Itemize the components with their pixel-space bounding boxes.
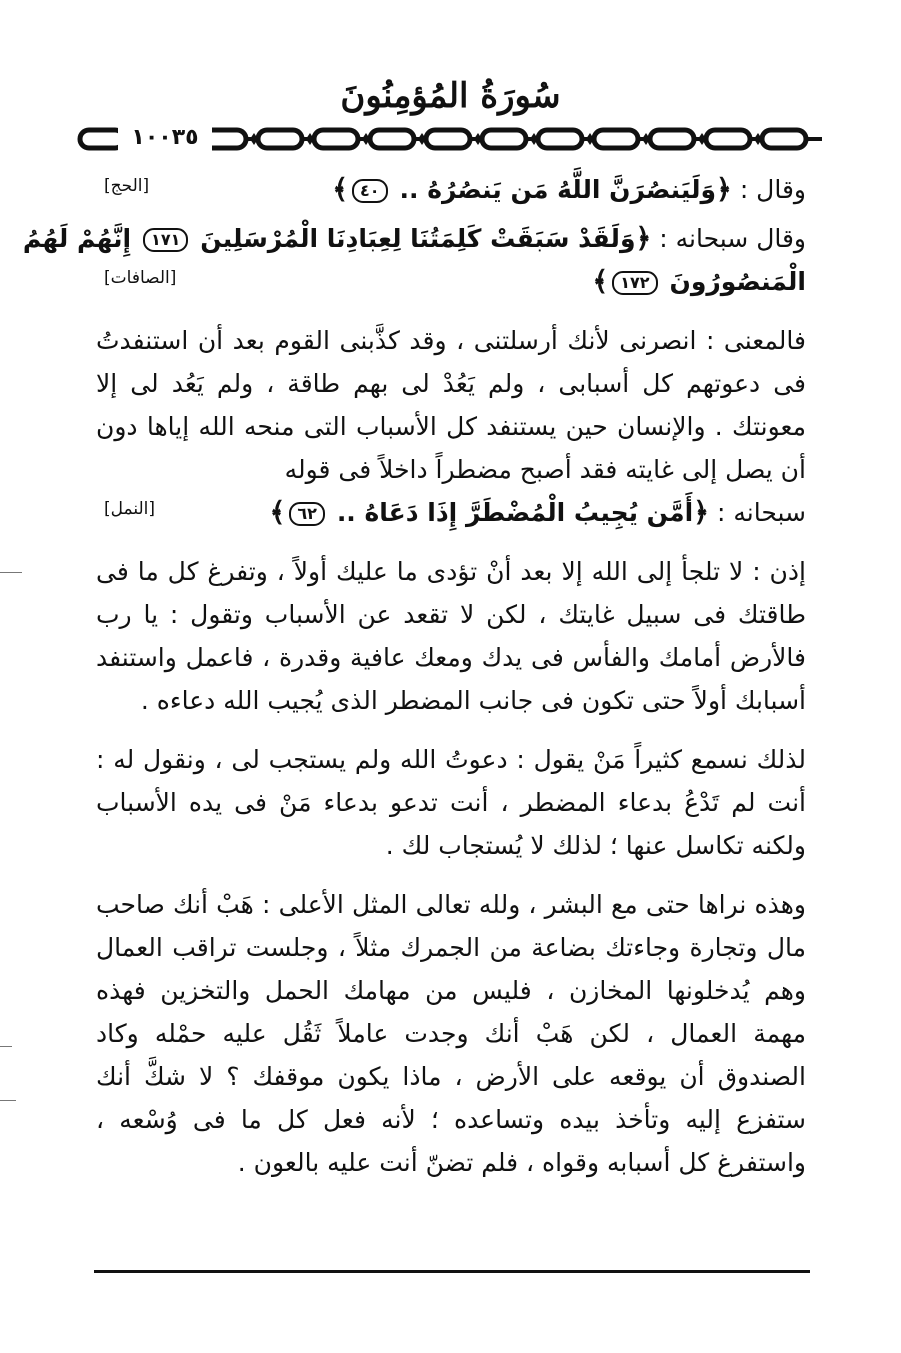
scan-mark bbox=[0, 1100, 16, 1101]
ayah-text: إِنَّهُمْ لَهُمُ bbox=[22, 224, 132, 253]
verse-number: ٦٢ bbox=[289, 502, 325, 526]
verse-number: ١٧١ bbox=[143, 228, 188, 252]
quote-lead: وقال سبحانه : bbox=[659, 224, 806, 253]
paragraph-4: وهذه نراها حتى مع البشر ، ولله تعالى المثل الأعلى : هَبْ أنك صاحب مال وتجارة وجاءتك بضاعة من الجمرك مثلاً ، وجلست تراقب العمال وهم يُدخلونها المخازن ، فليس من مهامك الحمل والتخزين فهذه مهمة العمال ، لكن هَبْ أنك وجدت عاملاً ثَقُل عليه حمْله وكاد الصندوق أن يوقعه على الأرض ، ماذا يكون موقفك ؟ لا شكَّ أنك ستفزع إليه وتأخذ بيده وتساعده ؛ لأنه فعل كل ما فى وُسْعه ، واستفرغ كل أسبابه وقواه ، فلم تضنّ أنت عليه بالعون . bbox=[96, 890, 806, 1177]
paragraph-1: فالمعنى : انصرنى لأنك أرسلتنى ، وقد كذَّبنى القوم بعد أن استنفدتُ فى دعوتهم كل أسبابى ، ولم يَعُدْ لى بهم طاقة ، ولم يَعُد لى إلا معونتك . والإنسان حين يستنفد كل الأسباب التى منحه الله إياها دون أن يصل إلى غايته فقد أصبح مضطراً داخلاً فى قوله bbox=[96, 326, 806, 484]
page-number: ١٠٠٣٥ bbox=[118, 124, 212, 152]
ayah-text: أَمَّن يُجِيبُ الْمُضْطَرَّ إِذَا دَعَاهُ .. bbox=[336, 498, 694, 527]
surah-reference: [الصافات] bbox=[104, 268, 177, 288]
ornate-open-bracket: ﴿ bbox=[635, 223, 652, 254]
surah-title: سُورَةُ المُؤمِنُونَ bbox=[340, 76, 561, 116]
verse-number: ٤٠ bbox=[352, 179, 388, 203]
ornate-open-bracket: ﴿ bbox=[693, 497, 710, 528]
quote-an-naml bbox=[96, 491, 806, 534]
quote-al-hajj bbox=[96, 168, 806, 211]
ornate-open-bracket: ﴿ bbox=[716, 174, 732, 205]
surah-reference: [الحج] bbox=[104, 176, 150, 196]
quote-as-saffat-line-1 bbox=[22, 217, 806, 260]
scan-mark bbox=[0, 572, 22, 573]
verse-number: ١٧٢ bbox=[612, 271, 657, 295]
surah-reference: [النمل] bbox=[104, 499, 155, 519]
quote-as-saffat-line-2 bbox=[96, 260, 806, 303]
quote-lead: سبحانه : bbox=[717, 498, 806, 527]
ornate-close-bracket: ﴾ bbox=[592, 266, 609, 297]
ornate-close-bracket: ﴾ bbox=[269, 497, 286, 528]
quote-lead: وقال : bbox=[739, 175, 806, 204]
ornate-close-bracket: ﴾ bbox=[332, 174, 349, 205]
ayah-text: وَلَقَدْ سَبَقَتْ كَلِمَتُنَا لِعِبَادِنَا الْمُرْسَلِينَ bbox=[200, 224, 636, 253]
ayah-text: الْمَنصُورُونَ bbox=[669, 267, 806, 296]
paragraph-3: لذلك نسمع كثيراً مَنْ يقول : دعوتُ الله ولم يستجب لى ، ونقول له : أنت لم تَدْعُ بدعاء المضطر ، أنت تدعو بدعاء مَنْ فى يده الأسباب ولكنه تكاسل عنها ؛ لذلك لا يُستجاب لك . bbox=[96, 745, 806, 860]
scan-mark bbox=[0, 1046, 12, 1047]
paragraph-2: إذن : لا تلجأ إلى الله إلا بعد أنْ تؤدى ما عليك أولاً ، وتفرغ كل ما فى طاقتك فى سبيل غايتك ، لكن لا تقعد عن الأسباب وتقول : يا رب فالأرض أمامك والفأس فى يدك ومعك عافية وقدرة ، فاعمل واستنفد أسبابك أولاً حتى تكون فى جانب المضطر الذى يُجيب الله دعاءه . bbox=[96, 557, 806, 715]
page-body bbox=[22, 168, 806, 1184]
footer-rule bbox=[94, 1270, 810, 1273]
ayah-text: وَلَيَنصُرَنَّ اللَّهُ مَن يَنصُرُهُ .. bbox=[399, 175, 717, 204]
